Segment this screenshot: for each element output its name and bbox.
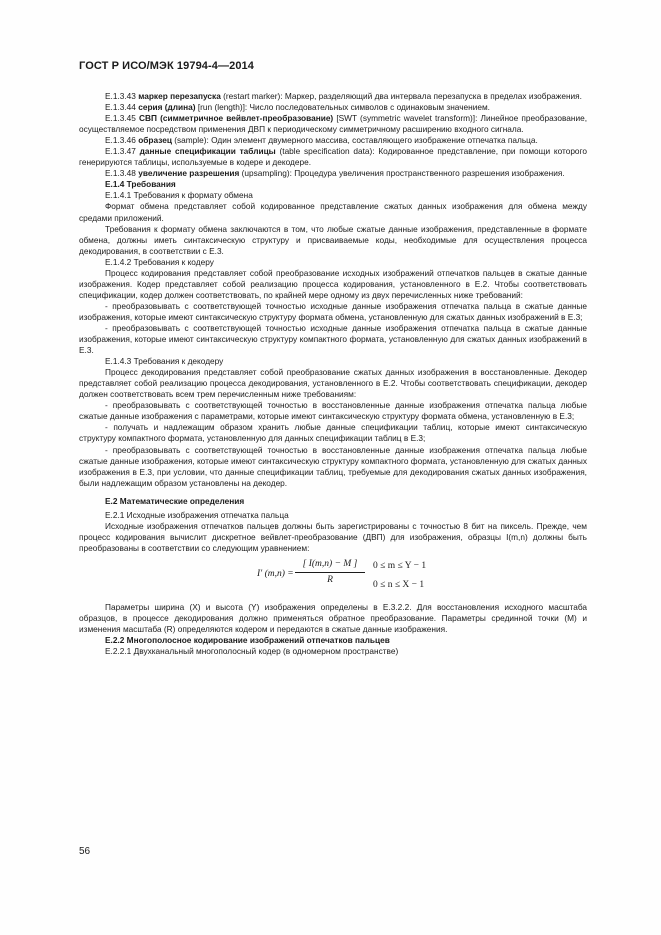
list-item: - преобразовывать с соответствующей точностью исходные данные изображения отпечатка пальца в сжатые данные изображения, которые имеют синтаксическую структуру компактного формата, установленную для сжатых данных изображений в E.3. (79, 322, 587, 356)
paragraph: Требования к формату обмена заключаются в том, что любые сжатые данные изображения, представленные в формате обмена, должны иметь синтаксическую структуру и присваиваемые коды, необходимые для осуществления процесса декодирования, в соответствии с E.3. (79, 223, 587, 256)
equation-condition-m: 0 ≤ m ≤ Y − 1 (373, 560, 427, 571)
term: данные спецификации таблицы (139, 146, 276, 157)
list-item: - преобразовывать с соответствующей точностью в восстановленные данные изображения отпечатка пальца любые сжатые данные изображения с параметрами, которые имеют синтаксическую структуру формата обмена, установленную в E.3; (79, 400, 587, 422)
definition-text: [run (length)]: Число последовательных символов с одинаковым значением. (195, 102, 490, 113)
paragraph: Процесс декодирования представляет собой преобразование сжатых данных изображения в восстановленные. Декодер представляет собой реализацию процесса декодирования, установленного в E.2. Чтобы соответствовать спецификации, декодер должен соответствовать всем трем перечисленным ниже требованиям: (79, 367, 587, 400)
definition-e1343 (79, 91, 587, 102)
equation-fraction (295, 559, 365, 586)
heading-e143: E.1.4.3 Требования к декодеру (105, 356, 224, 367)
clause-number: E.1.3.47 (105, 146, 140, 157)
equation-numerator: [ I(m,n) − M ] (295, 559, 365, 573)
page-number: 56 (79, 846, 91, 857)
clause-number: E.1.3.43 (105, 91, 139, 101)
term: СВП (симметричное вейвлет-преобразование) (139, 113, 334, 124)
equation-lhs: I′ (m,n) = (257, 568, 294, 579)
paragraph: Исходные изображения отпечатков пальцев должны быть зарегистрированы с точностью 8 бит на пиксель. Прежде, чем процесс кодирования вычислит дискретное вейвлет-преобразование (ДВП) для изображения, образцы I(m,n) должны быть преобразованы в соответствии со следующим уравнением: (79, 520, 587, 553)
definition-e1346 (79, 135, 587, 146)
page-header-title: ГОСТ Р ИСО/МЭК 19794-4—2014 (79, 60, 254, 72)
definition-e1348 (79, 168, 587, 179)
heading-e21: E.2.1 Исходные изображения отпечатка пальца (105, 509, 289, 520)
term: серия (длина) (138, 102, 196, 113)
definition-e1347 (79, 146, 587, 168)
heading-e14: E.1.4 Требования (105, 179, 176, 190)
definition-text: (sample): Один элемент двумерного массива, составляющего изображение отпечатка пальца. (171, 135, 538, 146)
term: увеличение разрешения (138, 168, 240, 179)
term: образец (138, 135, 172, 146)
definition-text: (upsampling): Процедура увеличения пространственного разрешения изображения. (239, 168, 565, 179)
heading-e142: E.1.4.2 Требования к кодеру (105, 256, 214, 267)
equation-denominator: R (327, 574, 333, 585)
document-body (79, 91, 587, 657)
definition-e1345 (79, 113, 587, 135)
definition-text: (table specification data): Кодированное представление, при помощи которого генерируются таблицы, используемые в кодере и декодере. (79, 146, 588, 168)
clause-number: E.1.3.45 (105, 113, 140, 124)
clause-number: E.1.3.46 (105, 135, 139, 146)
equation-condition-n: 0 ≤ n ≤ X − 1 (373, 579, 425, 590)
paragraph: Процесс кодирования представляет собой преобразование исходных изображений отпечатков пальцев в сжатые данные изображения. Кодер представляет собой реализацию процесса кодирования, установленного в E.2. Чтобы соответствовать спецификации, кодер должен соответствовать, по крайней мере одному из двух перечисленных ниже требований: (79, 267, 587, 300)
list-item: - преобразовывать с соответствующей точностью в восстановленные данные изображения отпечатка пальца любые сжатые данные изображения, которые имеют синтаксическую структуру компактного формата, установленную для сжатых данных изображения в E.3, при условии, что данные спецификации таблиц, требуемые для декодирования сжатых данных изображения, были надлежащим образом установлены на декодер. (79, 444, 587, 488)
paragraph: Параметры ширина (X) и высота (Y) изображения определены в E.3.2.2. Для восстановления исходного масштаба образцов, в процессе декодирования должно применяться обратное преобразование. Параметры срединной точки (M) и изменения масштаба (R) определяются кодером и передаются в сжатые данные изображения. (79, 601, 587, 635)
paragraph: Формат обмена представляет собой кодированное представление сжатых данных изображения для обмена между средами приложений. (79, 201, 587, 223)
heading-e22: E.2.2 Многополосное кодирование изображений отпечатков пальцев (105, 635, 390, 646)
definition-text: [SWT (symmetric wavelet transform)]: Линейное преобразование, осуществляемое посредством применения ДВП к периодическому симметричному расширению входного сигнала. (79, 113, 588, 135)
clause-number: E.1.3.44 (105, 102, 139, 113)
term: маркер перезапуска (138, 91, 221, 101)
list-item: - преобразовывать с соответствующей точностью исходные данные изображения отпечатка пальца в сжатые данные изображения, которые имеют синтаксическую структуру формата обмена, установленную для сжатых данных изображений в E.3; (79, 300, 587, 322)
normalization-equation (79, 556, 587, 598)
list-item: - получать и надлежащим образом хранить любые данные спецификации таблиц, которые имеют синтаксическую структуру компактного формата, установленную для данных спецификации таблиц в E.3; (79, 422, 587, 444)
clause-number: E.1.3.48 (105, 168, 139, 179)
definition-e1344 (79, 102, 587, 113)
heading-e141: E.1.4.1 Требования к формату обмена (105, 190, 253, 201)
heading-e2: E.2 Математические определения (105, 495, 245, 506)
definition-text: (restart marker): Маркер, разделяющий два интервала перезапуска в пределах изображения. (220, 91, 582, 101)
heading-e221: E.2.2.1 Двухканальный многополосный кодер (в одномерном пространстве) (105, 646, 399, 657)
